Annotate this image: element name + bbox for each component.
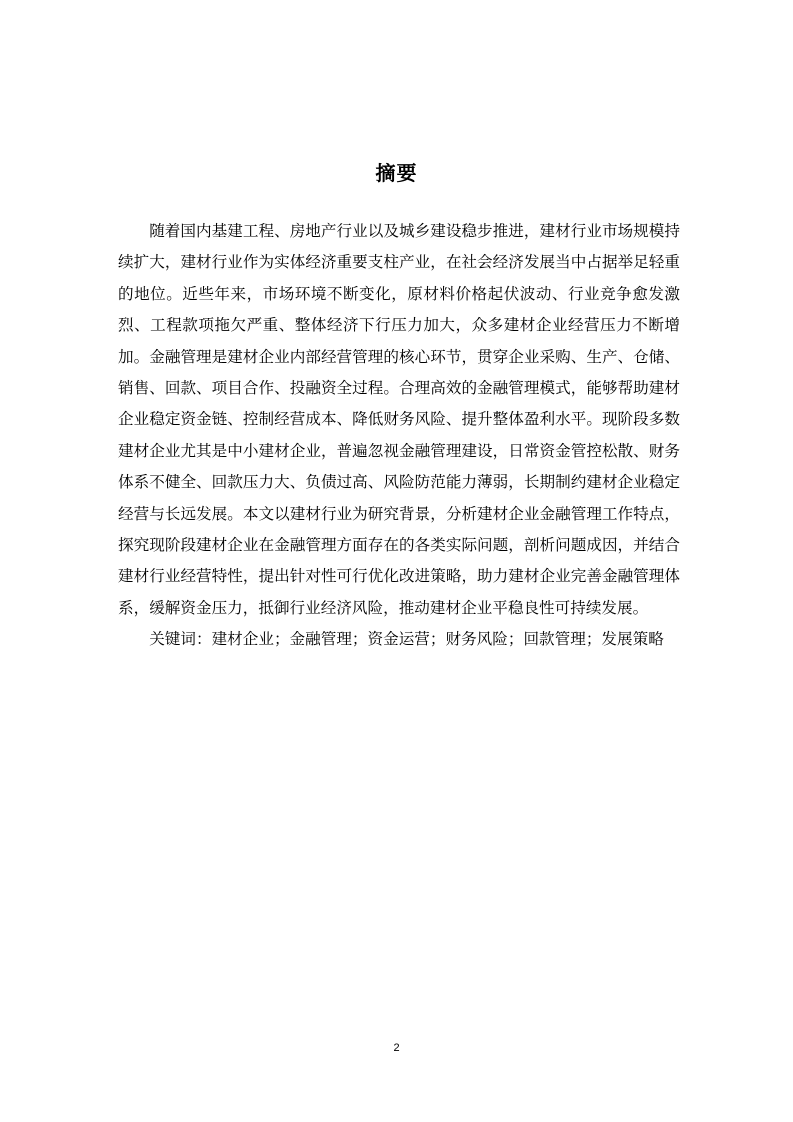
- abstract-body: [118, 216, 680, 656]
- page-title: 摘要: [375, 161, 418, 185]
- page-number: 2: [393, 1042, 400, 1054]
- abstract-paragraph: 随着国内基建工程、房地产行业以及城乡建设稳步推进，建材行业市场规模持续扩大，建材行业作为实体经济重要支柱产业，在社会经济发展当中占据举足轻重的地位。近些年来，市场环境不断变化，原材料价格起伏波动、行业竞争愈发激烈、工程款项拖欠严重、整体经济下行压力加大，众多建材企业经营压力不断增加。金融管理是建材企业内部经营管理的核心环节，贯穿企业采购、生产、仓储、销售、回款、项目合作、投融资全过程。合理高效的金融管理模式，能够帮助建材企业稳定资金链、控制经营成本、降低财务风险、提升整体盈利水平。现阶段多数建材企业尤其是中小建材企业，普遍忽视金融管理建设，日常资金管控松散、财务体系不健全、回款压力大、负债过高、风险防范能力薄弱，长期制约建材企业稳定经营与长远发展。本文以建材行业为研究背景，分析建材企业金融管理工作特点，探究现阶段建材企业在金融管理方面存在的各类实际问题，剖析问题成因，并结合建材行业经营特性，提出针对性可行优化改进策略，助力建材企业完善金融管理体系，缓解资金压力，抵御行业经济风险，推动建材企业平稳良性可持续发展。: [118, 222, 680, 617]
- keywords-line: 关键词：建材企业；金融管理；资金运营；财务风险；回款管理；发展策略: [149, 630, 664, 649]
